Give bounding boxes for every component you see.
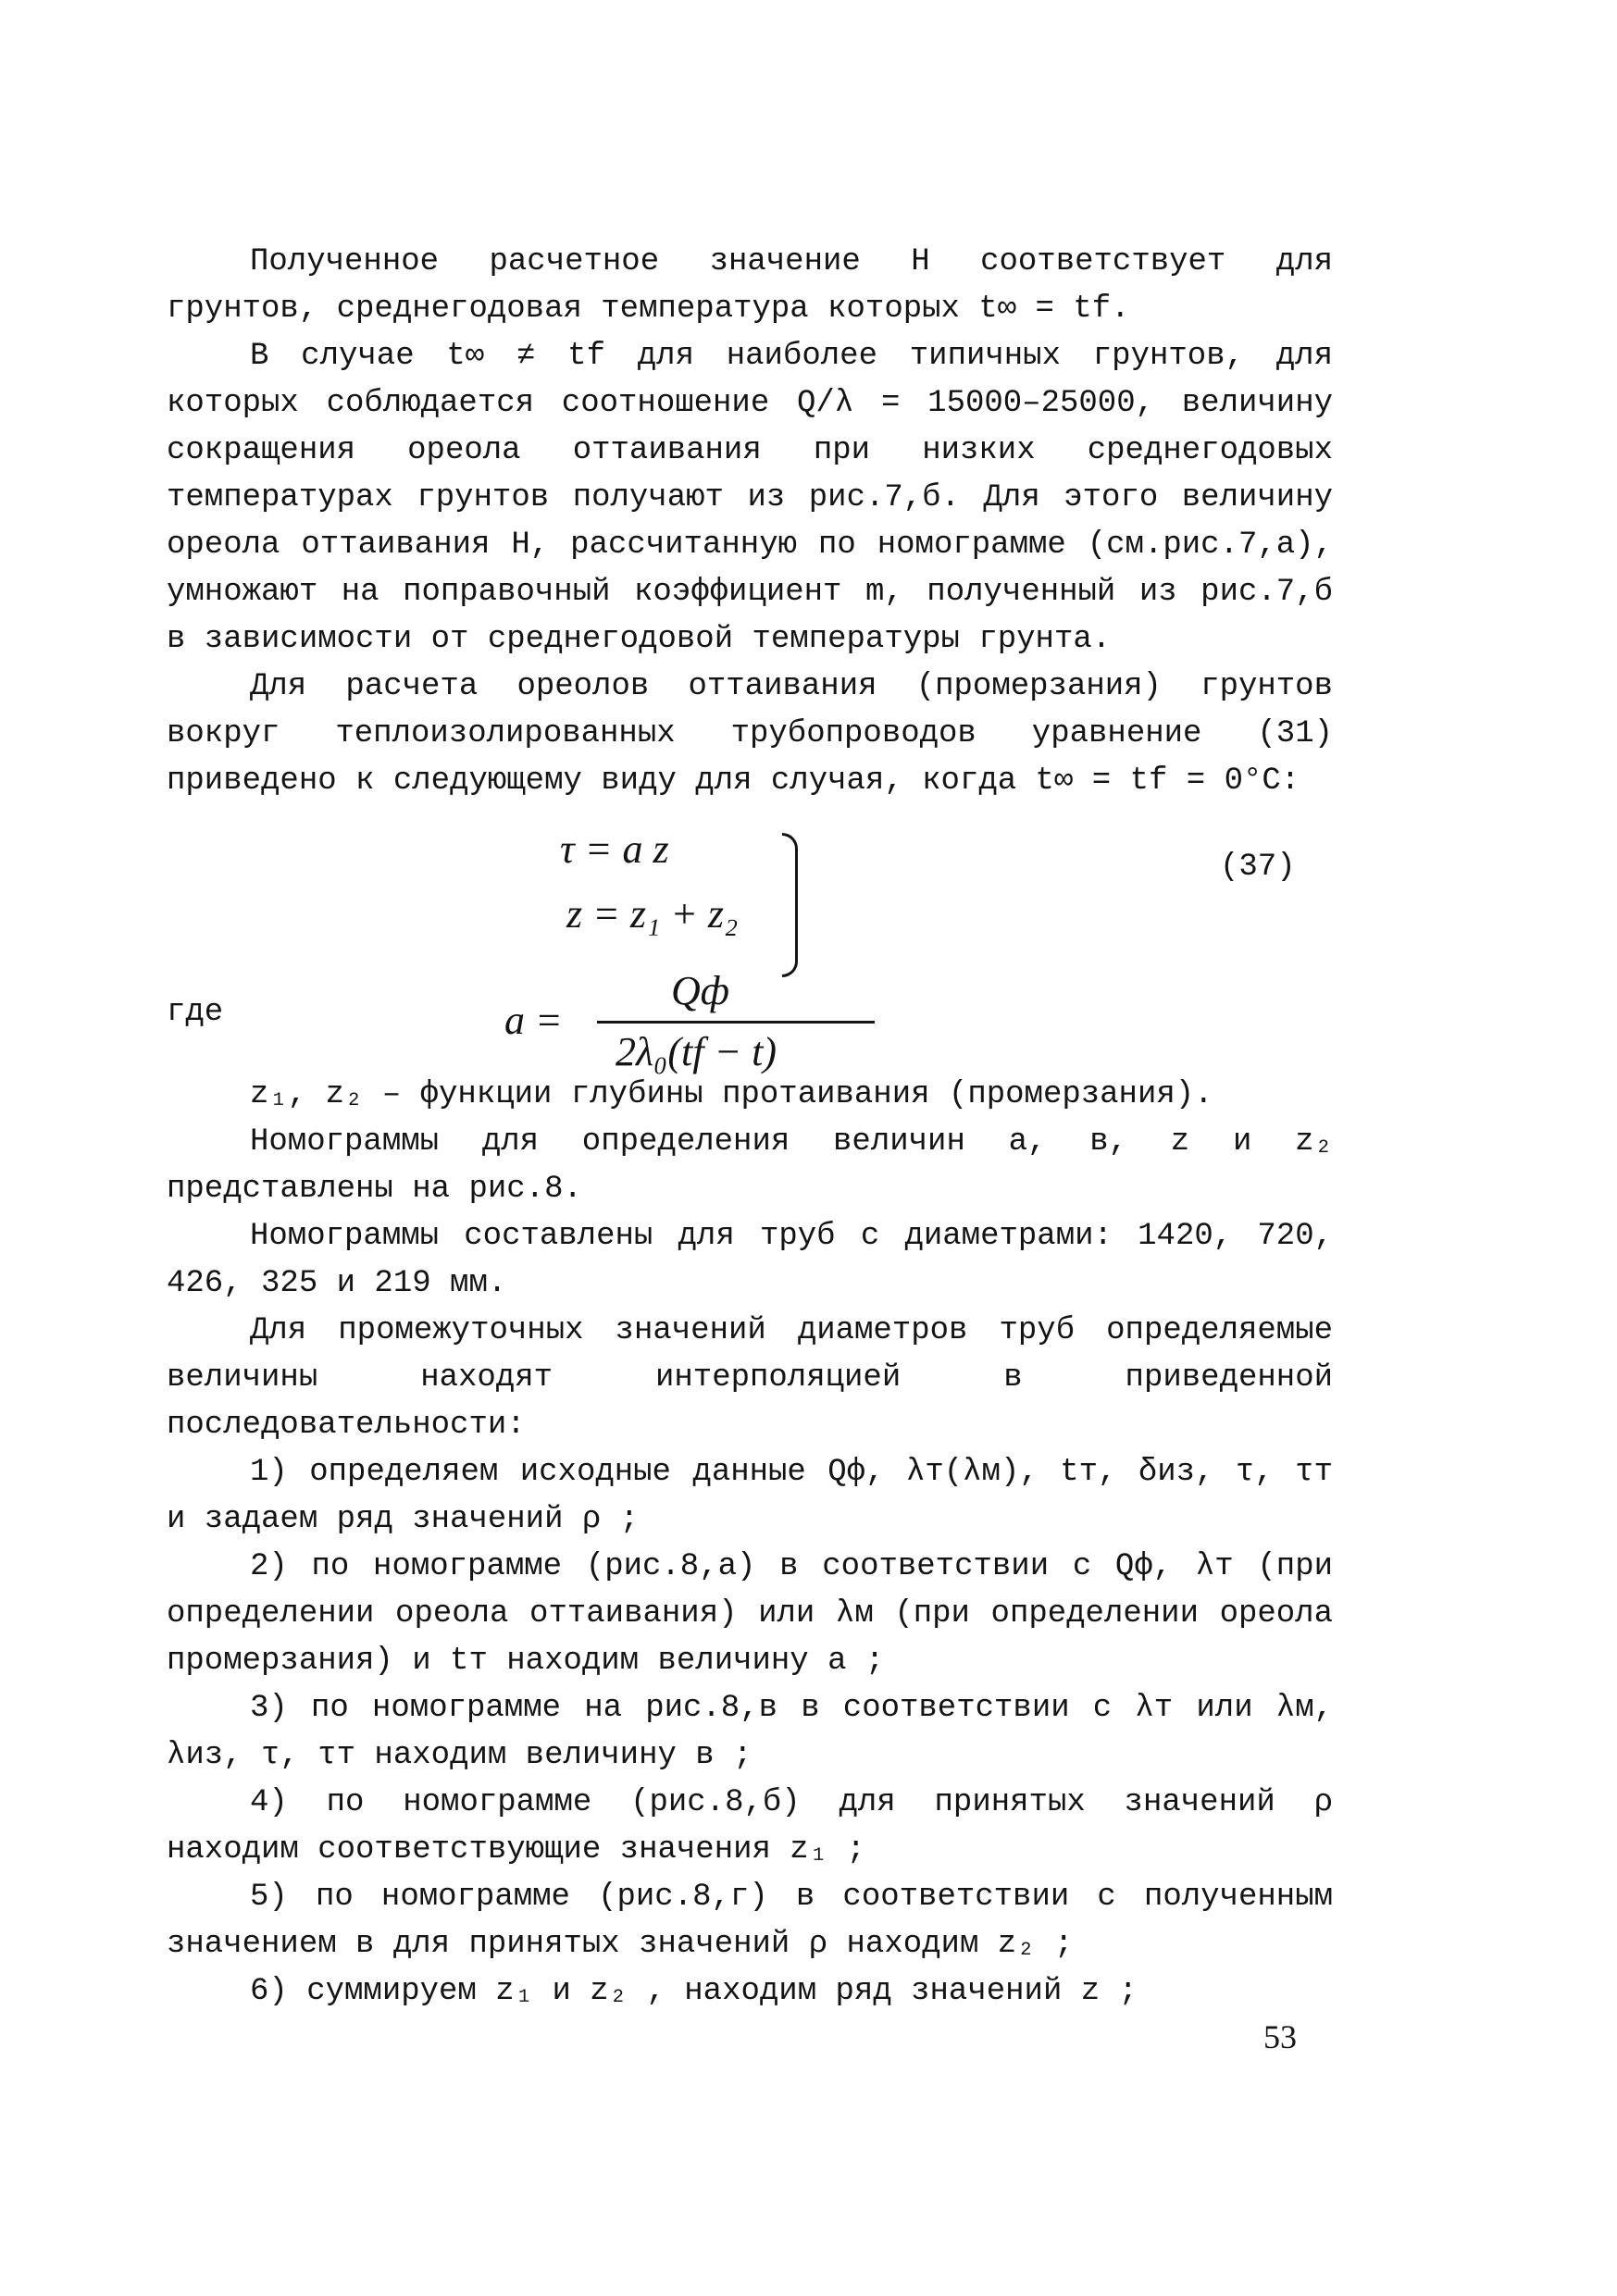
text-block-bottom [167, 1072, 1333, 2016]
list-item-6: 6) суммируем z₁ и z₂ , находим ряд значений z ; [250, 1974, 1138, 2009]
list-item-3: 3) по номограмме на рис.8,в в соответствии с λт или λм, λиз, τ, τт находим величину в ; [167, 1691, 1333, 1773]
equation-number: (37) [1220, 850, 1296, 885]
list-item-2: 2) по номограмме (рис.8,а) в соответствии с Qф, λт (при определении ореола оттаивания) или λм (при определении ореола промерзания) и tт находим величину a ; [167, 1549, 1333, 1679]
list-item-5: 5) по номограмме (рис.8,г) в соответствии с полученным значением в для принятых значений ρ находим z₂ ; [167, 1880, 1333, 1962]
list-item-1: 1) определяем исходные данные Qф, λт(λм), tт, δиз, τ, τт и задаем ряд значений ρ ; [167, 1455, 1333, 1537]
paragraph-1: Полученное расчетное значение H соответствует для грунтов, среднегодовая температура которых t∞ = tf. [167, 244, 1333, 327]
fraction-denominator: 2λ₀(tf − t) [616, 1029, 777, 1074]
where-label: где [167, 995, 224, 1030]
paragraph-4: z₁, z₂ – функции глубины протаивания (промерзания). [250, 1077, 1213, 1112]
fraction-bar [597, 1021, 875, 1024]
fraction-numerator: Qф [671, 968, 730, 1013]
page-number: 53 [1263, 2018, 1297, 2055]
list-item-4: 4) по номограмме (рис.8,б) для принятых значений ρ находим соответствующие значения z₁ ; [167, 1785, 1333, 1868]
text-block-top [167, 239, 1333, 805]
equation-line-1: τ = a z [560, 826, 669, 872]
paragraph-2: В случае t∞ ≠ tf для наиболее типичных грунтов, для которых соблюдается соотношение Q/λ = 15000–25000, величину сокращения ореола оттаивания при низких среднегодовых температурах грунтов получают из рис.7,б. Для этого величину ореола оттаивания H, рассчитанную по номограмме (см.рис.7,а), умножают на поправочный коэффициент m, полученный из рис.7,б в зависимости от среднегодовой температуры грунта. [167, 339, 1333, 657]
equation-line-2: z = z₁ + z₂ [566, 891, 739, 937]
paragraph-3: Для расчета ореолов оттаивания (промерзания) грунтов вокруг теплоизолированных трубопроводов уравнение (31) приведено к следующему виду для случая, когда t∞ = tf = 0°C: [167, 669, 1333, 799]
paragraph-6: Номограммы составлены для труб с диаметрами: 1420, 720, 426, 325 и 219 мм. [167, 1219, 1333, 1301]
paragraph-7: Для промежуточных значений диаметров труб определяемые величины находят интерполяцией в приведенной последовательности: [167, 1313, 1333, 1443]
paragraph-5: Номограммы для определения величин a, в, z и z₂ представлены на рис.8. [167, 1124, 1333, 1207]
fraction-lhs: a = [504, 998, 563, 1043]
equation-brace [782, 833, 798, 977]
